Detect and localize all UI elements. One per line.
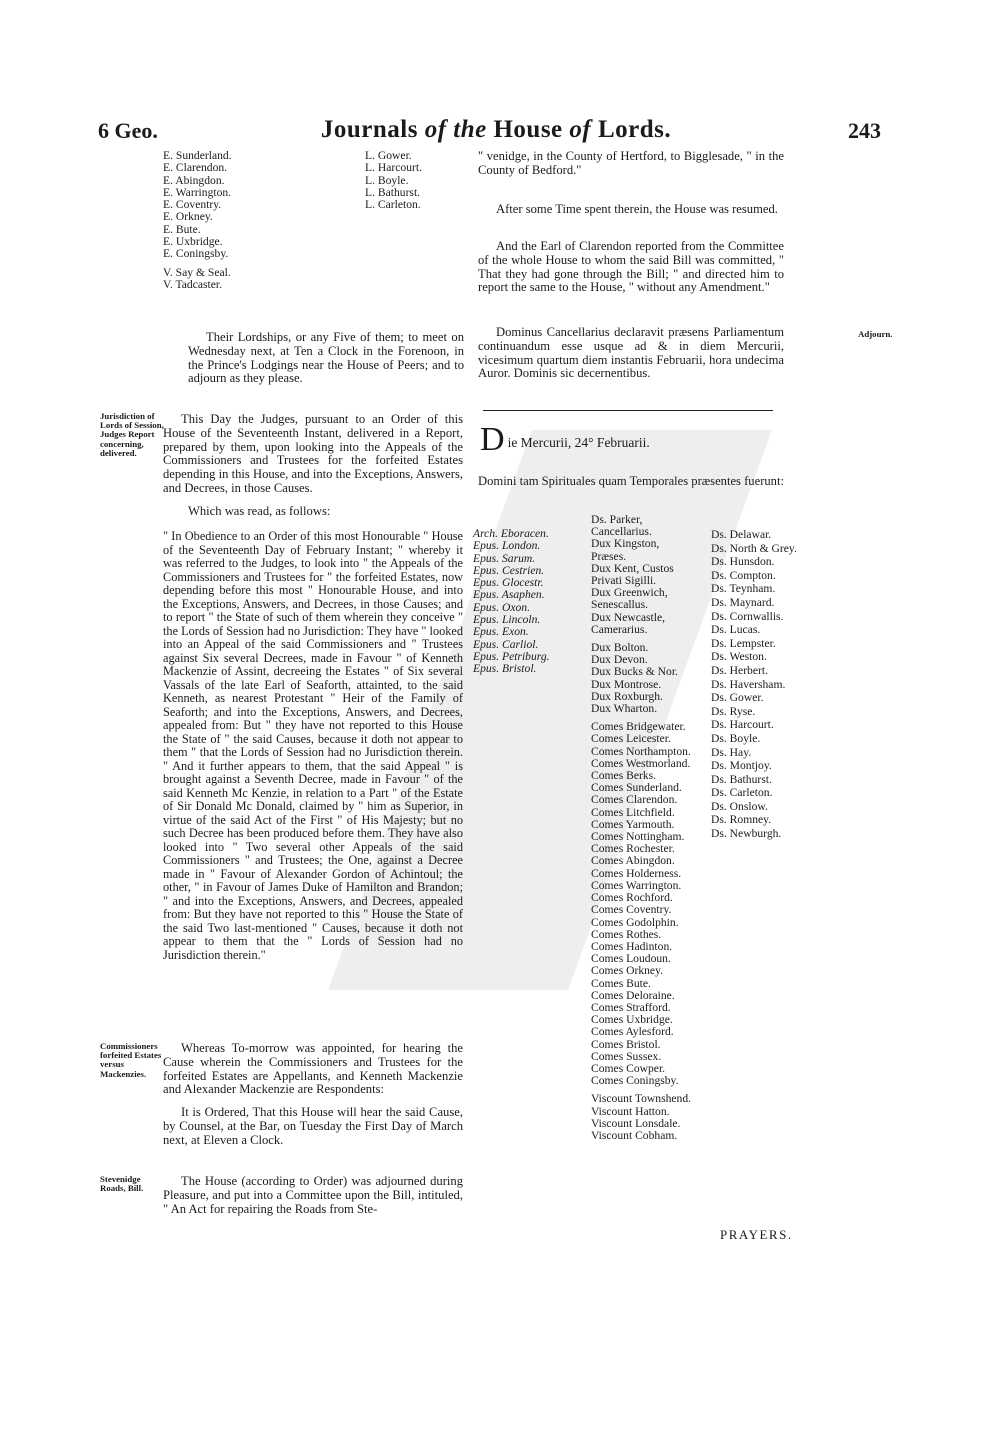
attendance-entry: Comes Aylesford. — [591, 1025, 674, 1039]
peer-entry: E. Bute. — [163, 222, 201, 236]
attendance-entry: Epus. Bristol. — [473, 662, 537, 676]
margin-note-commissioners: Commissioners forfeited Estates versus Mackenzies. — [100, 1041, 162, 1079]
attendance-entry: Ds. Carleton. — [711, 786, 773, 800]
attendance-column-3 — [711, 528, 797, 841]
attendance-entry: Comes Sunderland. — [591, 781, 682, 795]
title-of: of — [569, 116, 592, 143]
attendance-entry: Comes Holderness. — [591, 866, 682, 880]
title-of-the: of the — [424, 116, 487, 143]
attendance-entry: Ds. Weston. — [711, 650, 767, 664]
attendance-entry: Dux Devon. — [591, 653, 648, 667]
attendance-entry: Dux Kent, Custos — [591, 561, 674, 575]
attendance-entry: Cancellarius. — [591, 525, 652, 539]
attendance-entry: Comes Warrington. — [591, 878, 682, 892]
attendance-entry: Comes Deloraine. — [591, 988, 675, 1002]
attendance-entry: Epus. Lincoln. — [473, 613, 541, 627]
attendance-entry: Dux Greenwich, — [591, 586, 668, 600]
attendance-entry: Privati Sigilli. — [591, 574, 657, 588]
attendance-entry: Ds. Lempster. — [711, 636, 776, 650]
stevenidge-paragraph: The House (according to Order) was adjourned during Pleasure, and put into a Committee upon the Bill, intituled, " An Act for repairing the Roads from Ste- — [163, 1174, 463, 1216]
peer-entry: V. Say & Seal. — [163, 265, 231, 279]
attendance-entry: Comes Leicester. — [591, 732, 671, 746]
peer-entry: E. Warrington. — [163, 185, 232, 199]
die-heading-text: ie Mercurii, 24° Februarii. — [507, 435, 650, 450]
attendance-entry: Comes Northampton. — [591, 744, 691, 758]
attendance-entry: Ds. Cornwallis. — [711, 609, 784, 623]
attendance-entry: Ds. Teynham. — [711, 582, 776, 596]
ordered-paragraph: It is Ordered, That this House will hear the said Cause, by Counsel, at the Bar, on Tuesday the First Day of March next, at Eleven a Clock. — [163, 1105, 463, 1147]
peer-entry: E. Orkney. — [163, 210, 213, 224]
attendance-entry: Ds. Ryse. — [711, 704, 756, 718]
adjournment-latin: Dominus Cancellarius declaravit præsens Parliamentum continuandum esse usque ad & in diem Mercurii, vicesimum quartum diem instantis Februarii, hora undecima Auror. Dominis sic decernentibus. — [478, 325, 784, 381]
attendance-entry: Viscount Lonsdale. — [591, 1116, 681, 1130]
attendance-entry: Præses. — [591, 549, 627, 563]
peer-entry: E. Coventry. — [163, 198, 222, 212]
attendance-entry: Ds. Parker, — [591, 513, 643, 526]
attendance-column-1 — [473, 528, 550, 676]
attendance-entry: Ds. Newburgh. — [711, 827, 782, 841]
attendance-entry: Epus. London. — [473, 539, 541, 553]
attendance-entry: Dux Roxburgh. — [591, 689, 663, 703]
attendance-entry: Dux Wharton. — [591, 702, 658, 716]
resumed-paragraph: After some Time spent therein, the House was resumed. — [496, 202, 778, 216]
running-head-left: 6 Geo. — [98, 118, 158, 143]
peer-entry: E. Coningsby. — [163, 247, 229, 261]
peer-entry: L. Gower. — [365, 149, 412, 162]
page-number: 243 — [848, 118, 881, 143]
attendance-entry: Dux Newcastle, — [591, 610, 666, 624]
attendance-entry: Comes Coningsby. — [591, 1074, 679, 1088]
bill-title-continuation: " venidge, in the County of Hertford, to Bigglesade, " in the County of Bedford." — [478, 149, 784, 177]
title-house: House — [486, 116, 570, 143]
attendance-entry: Viscount Cobham. — [591, 1128, 678, 1142]
margin-note-stevenidge: Stevenidge Roads, Bill. — [100, 1174, 144, 1194]
page-title — [0, 116, 992, 144]
attendance-entry: Comes Loudoun. — [591, 952, 671, 966]
attendance-entry: Epus. Carliol. — [473, 637, 539, 651]
attendance-entry: Dux Kingston, — [591, 537, 660, 551]
attendance-entry: Ds. Compton. — [711, 568, 776, 582]
drop-cap: D — [480, 421, 505, 458]
attendance-entry: Comes Nottingham. — [591, 830, 685, 844]
attendance-entry: Comes Westmorland. — [591, 756, 691, 770]
attendance-entry: Comes Rochford. — [591, 891, 673, 905]
attendance-entry: Epus. Exon. — [473, 625, 529, 639]
attendance-entry: Comes Sussex. — [591, 1049, 662, 1063]
attendance-entry: Comes Clarendon. — [591, 793, 678, 807]
attendance-entry: Senescallus. — [591, 598, 648, 612]
peer-entry: L. Boyle. — [365, 173, 409, 187]
attendance-entry: Ds. Herbert. — [711, 663, 768, 677]
attendance-entry: Epus. Petriburg. — [473, 649, 550, 663]
attendance-entry: Comes Rochester. — [591, 842, 675, 856]
attendance-entry: Ds. Lucas. — [711, 623, 761, 637]
top-list-left — [163, 150, 232, 291]
margin-note-jurisdiction: Jurisdiction of Lords of Session, Judges Report concerning, delivered. — [100, 411, 164, 458]
attendance-entry: Viscount Hatton. — [591, 1104, 670, 1118]
attendance-entry: Epus. Sarum. — [473, 551, 536, 565]
catchword: PRAYERS. — [720, 1227, 793, 1242]
attendance-entry: Ds. Haversham. — [711, 677, 786, 691]
attendance-entry: Ds. Gower. — [711, 691, 764, 705]
attendance-entry: Comes Bristol. — [591, 1037, 661, 1051]
attendance-entry: Dux Bucks & Nor. — [591, 665, 678, 679]
attendance-entry: Ds. Bathurst. — [711, 772, 772, 786]
attendance-entry: Epus. Oxon. — [473, 600, 530, 614]
judges-paragraph: This Day the Judges, pursuant to an Order of this House of the Seventeenth Instant, delivered in a Report, prepared by them, upon looking into the Appeals of the Commissioners and Trustees for the forfeited Estates depending in this House, and into the Exceptions, Answers, and Decrees, in those Causes. — [163, 412, 463, 495]
attendance-entry: Epus. Cestrien. — [473, 563, 545, 577]
title-lords: Lords. — [591, 116, 672, 143]
attendance-entry: Comes Orkney. — [591, 964, 664, 978]
attendance-entry: Comes Hadinton. — [591, 939, 673, 953]
attendance-entry: Ds. North & Grey. — [711, 541, 797, 555]
attendance-entry: Ds. Onslow. — [711, 799, 768, 813]
domini-line: Domini tam Spirituales quam Temporales præsentes fuerunt: — [478, 474, 784, 488]
peer-entry: E. Clarendon. — [163, 161, 228, 175]
title-journals: Journals — [320, 116, 425, 143]
attendance-entry: Viscount Townshend. — [591, 1092, 692, 1106]
peer-entry: E. Sunderland. — [163, 149, 232, 162]
attendance-entry: Ds. Harcourt. — [711, 718, 774, 732]
attendance-entry: Comes Coventry. — [591, 903, 672, 917]
peer-entry: V. Tadcaster. — [163, 277, 222, 291]
attendance-entry: Epus. Asaphen. — [473, 588, 545, 602]
attendance-entry: Comes Cowper. — [591, 1061, 666, 1075]
attendance-entry: Ds. Hunsdon. — [711, 555, 775, 569]
attendance-entry: Comes Yarmouth. — [591, 817, 675, 831]
peer-entry: L. Carleton. — [365, 198, 421, 212]
attendance-entry: Comes Bridgewater. — [591, 720, 686, 734]
attendance-entry: Comes Rothes. — [591, 927, 662, 941]
section-divider — [483, 410, 773, 411]
attendance-entry: Ds. Hay. — [711, 745, 752, 759]
peer-entry: E. Uxbridge. — [163, 235, 223, 249]
clarendon-report-paragraph: And the Earl of Clarendon reported from the Committee of the whole House to whom the said Bill was committed, " That they had gone through the Bill; " and directed him to report the same to the House, " without any Amendment." — [478, 239, 784, 295]
attendance-entry: Comes Berks. — [591, 769, 657, 783]
attendance-entry: Ds. Montjoy. — [711, 759, 772, 773]
attendance-entry: Dux Montrose. — [591, 677, 662, 691]
whereas-paragraph: Whereas To-morrow was appointed, for hearing the Cause wherein the Commissioners and Trustees for the forfeited Estates are Appellants, and Kenneth Mackenzie and Alexander Mackenzie are Respondents: — [163, 1041, 463, 1097]
margin-note-adjourn: Adjourn. — [858, 329, 893, 339]
attendance-entry: Dux Bolton. — [591, 641, 649, 655]
attendance-entry: Comes Uxbridge. — [591, 1013, 673, 1027]
attendance-entry: Comes Litchfield. — [591, 805, 675, 819]
committee-paragraph: Their Lordships, or any Five of them; to meet on Wednesday next, at Ten a Clock in the Forenoon, in the Prince's Lodgings near the House of Peers; and to adjourn as they please. — [188, 330, 464, 386]
attendance-entry: Comes Bute. — [591, 976, 651, 990]
attendance-entry: Epus. Glocestr. — [473, 576, 544, 590]
attendance-entry: Comes Godolphin. — [591, 915, 679, 929]
attendance-entry: Camerarius. — [591, 622, 648, 636]
attendance-entry: Arch. Eboracen. — [473, 527, 549, 540]
attendance-entry: Comes Abingdon. — [591, 854, 675, 868]
attendance-entry: Ds. Delawar. — [711, 528, 772, 541]
judges-report-quote: " In Obedience to an Order of this most Honourable " House of the Seventeenth Day of February Instant; " whereby it was referred to the Judges, to look into " the Appeals of the Commissioners and Trustees for " the forfeited Estates, now depending before this most " Honourable House, and into the Exceptions, Answers, and Decrees, in those Causes; and to report " the State of such of them wherein they conceive " the Lords of Session had no Jurisdiction: They have " looked into an Appeal of the said Commissioners and " Trustees against Six several Decrees, made in Favour " of Kenneth Mackenzie of Assint, decreeing the Estates " of Six several Vassals of the late Earl of Seaforth, attainted, to the said Kenneth, as nearest Protestant " Heir of the Family of Seaforth; and into the Exceptions, Answers, and Decrees, appealed from: But " they have not reported to this House the State of " the said Causes, because it doth not appear to them " that the Lords of Session had no Jurisdiction therein. " And it further appears to them, that the said Appeal " is brought against a Seventh Decree, made in Favour " of the said Kenneth Mc Kenzie, in relation to a Part " of the Estate of Sir Donald Mc Donald, claimed by " him as Superior, in virtue of the said Act of the First " of His Majesty; but no such Decree has been produced before them. They have also looked into " Two several other Appeals of the said Commissioners " and Trustees; the One, against a Decree made in " Favour of Alexander Gordon of Achintoul; the other, " in Favour of James Duke of Hamilton and Brandon; " and into the Exceptions, Answers, and Decrees, appealed from: But they have not reported to this " House the State of the said Two last-mentioned " Causes, because it doth not appear to them that the " Lords of Session had no Jurisdiction therein." — [163, 529, 463, 962]
read-line: Which was read, as follows: — [188, 504, 331, 518]
peer-entry: L. Harcourt. — [365, 161, 422, 175]
attendance-column-2 — [591, 514, 691, 1142]
peer-entry: L. Bathurst. — [365, 185, 421, 199]
attendance-entry: Ds. Boyle. — [711, 731, 761, 745]
peer-entry: E. Abingdon. — [163, 173, 225, 187]
attendance-entry: Ds. Maynard. — [711, 595, 775, 609]
attendance-entry: Comes Strafford. — [591, 1000, 671, 1014]
attendance-entry: Ds. Romney. — [711, 813, 772, 827]
die-heading — [480, 421, 790, 458]
top-list-right — [365, 150, 422, 211]
